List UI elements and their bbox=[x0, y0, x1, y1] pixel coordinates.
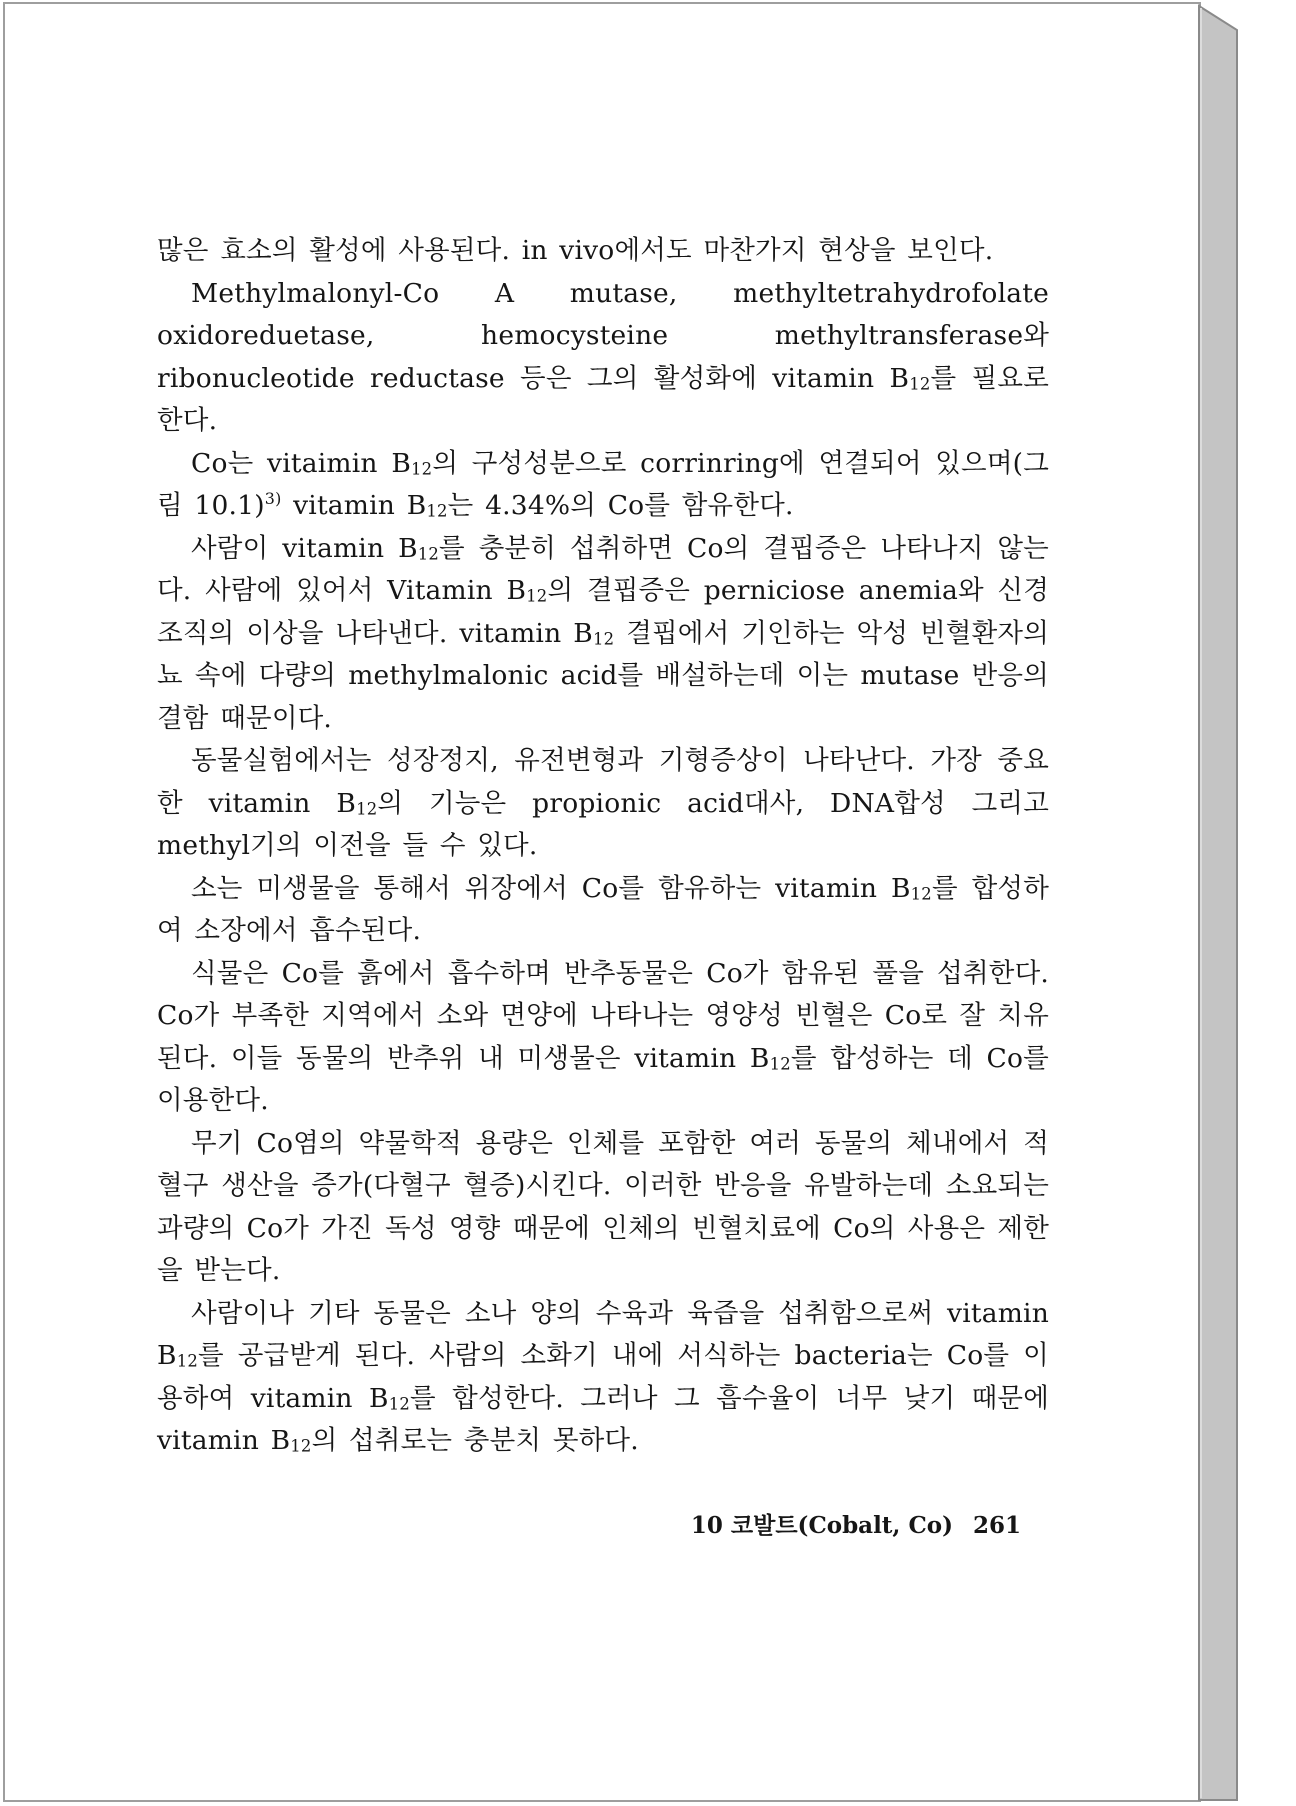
paragraph-p3 bbox=[157, 443, 1049, 528]
page-body bbox=[157, 230, 1049, 1463]
paragraph-text: 의 구성성분으로 corrinring에 연결되어 있으며(그림 10.1) bbox=[157, 447, 1049, 521]
page-number: 261 bbox=[972, 1512, 1021, 1539]
paragraph-p1 bbox=[157, 230, 1049, 273]
paragraph-text: 의 섭취로는 충분치 못하다. bbox=[311, 1425, 639, 1456]
paragraph-p7 bbox=[157, 953, 1049, 1123]
paragraph-text: 식물은 Co를 흙에서 흡수하며 반추동물은 Co가 함유된 풀을 섭취한다. Co가 부족한 지역에서 소와 면양에 나타나는 영양성 빈혈은 Co로 잘 치유된다. 이들 동물의 반추위 내 미생물은 vitamin B bbox=[157, 957, 1049, 1074]
paragraph-text: 의 기능은 propionic acid대사, DNA합성 그리고 methyl기의 이전을 들 수 있다. bbox=[157, 787, 1050, 861]
subscript: 12 bbox=[356, 798, 378, 818]
paragraph-text: 를 합성한다. 그러나 그 흡수율이 너무 낮기 때문에 vitamin B bbox=[157, 1382, 1049, 1456]
subscript: 12 bbox=[411, 458, 433, 478]
paragraph-text: 사람이 vitamin B bbox=[191, 532, 418, 564]
paragraph-p8 bbox=[157, 1123, 1049, 1293]
subscript: 12 bbox=[909, 373, 931, 393]
paragraph-p4 bbox=[157, 528, 1049, 741]
paragraph-p6 bbox=[157, 868, 1049, 953]
subscript: 12 bbox=[426, 501, 448, 521]
paragraph-text: 사람이나 기타 동물은 소나 양의 수육과 육즙을 섭취함으로써 vitamin B bbox=[157, 1297, 1049, 1371]
paragraph-text: 를 필요로 한다. bbox=[157, 362, 1049, 436]
paragraph-text: Co는 vitaimin B bbox=[191, 447, 412, 479]
subscript: 12 bbox=[769, 1053, 791, 1073]
subscript: 12 bbox=[290, 1436, 312, 1456]
book-spine bbox=[1199, 6, 1237, 1800]
subscript: 12 bbox=[417, 543, 440, 563]
subscript: 12 bbox=[592, 628, 615, 648]
paragraph-p9 bbox=[157, 1293, 1049, 1463]
paragraph-text: 무기 Co염의 약물학적 용량은 인체를 포함한 여러 동물의 체내에서 적혈구 생산을 증가(다혈구 혈증)시킨다. 이러한 반응을 유발하는데 소요되는 과량의 Co가 가진 독성 영향 때문에 인체의 빈혈치료에 Co의 사용은 제한을 받는다. bbox=[157, 1127, 1049, 1286]
subscript: 12 bbox=[176, 1351, 198, 1371]
paragraph-p5 bbox=[157, 740, 1049, 868]
paragraph-text: 결핍에서 기인하는 악성 빈혈환자의 뇨 속에 다량의 methylmalonic acid를 배설하는데 이는 mutase 반응의 결함 때문이다. bbox=[157, 617, 1049, 734]
paragraph-text: 를 합성하는 데 Co를 이용한다. bbox=[157, 1042, 1049, 1116]
subscript: 12 bbox=[910, 883, 932, 903]
paragraph-p2 bbox=[157, 273, 1049, 443]
subscript: 12 bbox=[526, 586, 548, 606]
paragraph-text: 를 합성하여 소장에서 흡수된다. bbox=[157, 872, 1049, 946]
paragraph-text: 는 4.34%의 Co를 함유한다. bbox=[447, 490, 794, 521]
paragraph-text: Methylmalonyl-Co A mutase, methyltetrahydrofolate oxidoreduetase, hemocysteine methyltransferase와 ribonucleotide reductase 등은 그의 활성화에 vitamin B bbox=[157, 277, 1049, 394]
paragraph-text: vitamin B bbox=[281, 490, 427, 521]
paragraph-text: 소는 미생물을 통해서 위장에서 Co를 함유하는 vitamin B bbox=[191, 872, 911, 904]
paragraph-text: 를 공급받게 된다. 사람의 소화기 내에 서식하는 bacteria는 Co를 이용하여 vitamin B bbox=[157, 1340, 1049, 1414]
paragraph-text: 의 결핍증은 perniciose anemia와 신경조직의 이상을 나타낸다. vitamin B bbox=[157, 575, 1049, 649]
subscript: 12 bbox=[388, 1393, 411, 1413]
page-footer bbox=[681, 1507, 1021, 1540]
paragraph-text: 를 충분히 섭취하면 Co의 결핍증은 나타나지 않는다. 사람에 있어서 Vitamin B bbox=[157, 532, 1049, 606]
reference-superscript: 3) bbox=[264, 489, 282, 509]
running-header-chapter: 10 코발트(Cobalt, Co) bbox=[690, 1512, 953, 1539]
paragraph-text: 많은 효소의 활성에 사용된다. in vivo에서도 마찬가지 현상을 보인다. bbox=[157, 235, 994, 266]
paragraph-text: 동물실험에서는 성장정지, 유전변형과 기형증상이 나타난다. 가장 중요한 vitamin B bbox=[157, 745, 1049, 819]
book-page bbox=[3, 2, 1201, 1802]
